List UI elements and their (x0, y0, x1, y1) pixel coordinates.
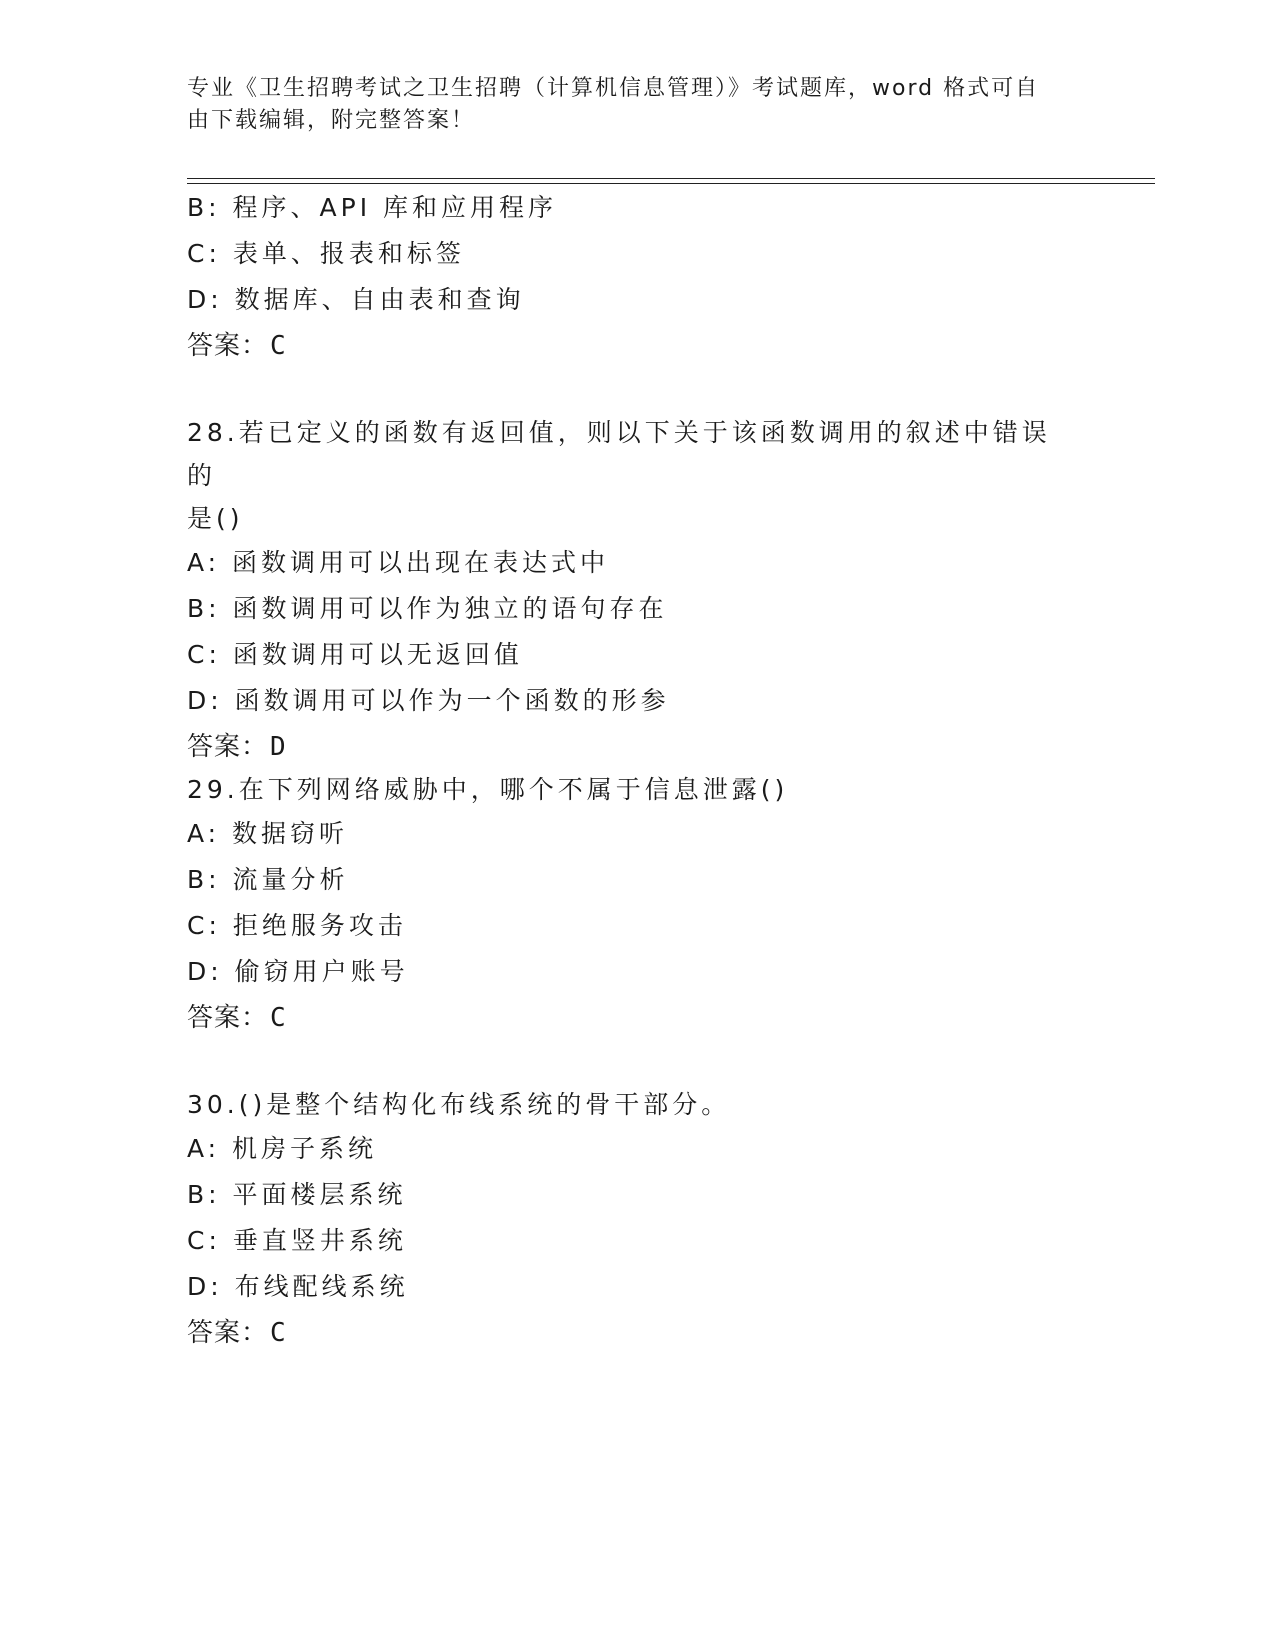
header-line-1: 专业《卫生招聘考试之卫生招聘（计算机信息管理）》考试题库，word 格式可自 (187, 76, 1040, 101)
option-c: C: 函数调用可以无返回值 (187, 640, 523, 669)
question-stem (187, 1083, 1067, 1126)
question-stem-line-1: 29.在下列网络威胁中，哪个不属于信息泄露() (187, 775, 789, 804)
question-30 (187, 1083, 1087, 1356)
answer-line (187, 724, 1087, 770)
answer-line (187, 1310, 1087, 1356)
option-c: C: 表单、报表和标签 (187, 239, 465, 268)
answer-label: 答案： (187, 1318, 269, 1348)
answer-label: 答案： (187, 331, 269, 361)
answer-label: 答案： (187, 1003, 269, 1033)
question-28 (187, 411, 1087, 770)
answer-line (187, 323, 1087, 369)
answer-value: C (270, 331, 287, 361)
option-b: B: 程序、API 库和应用程序 (187, 193, 558, 222)
question-stem-line-2: 是() (187, 504, 244, 533)
answer-value: C (270, 1003, 287, 1033)
answer-value: D (270, 732, 287, 762)
option-a: A: 机房子系统 (187, 1134, 378, 1163)
answer-label: 答案： (187, 732, 269, 762)
question-stem-line-1: 28.若已定义的函数有返回值，则以下关于该函数调用的叙述中错误的 (187, 418, 1051, 490)
option-d: D: 布线配线系统 (187, 1272, 409, 1301)
option-c: C: 垂直竖井系统 (187, 1226, 407, 1255)
option-c: C: 拒绝服务攻击 (187, 911, 407, 940)
option-d: D: 偷窃用户账号 (187, 957, 409, 986)
answer-value: C (270, 1318, 287, 1348)
option-d: D: 函数调用可以作为一个函数的形参 (187, 686, 670, 715)
question-stem (187, 768, 1067, 811)
question-27-fragment (187, 185, 1087, 369)
question-stem-line-1: 30.()是整个结构化布线系统的骨干部分。 (187, 1090, 731, 1119)
option-a: A: 数据窃听 (187, 819, 349, 848)
header-divider-bottom (187, 183, 1155, 184)
option-d: D: 数据库、自由表和查询 (187, 285, 525, 314)
option-b: B: 平面楼层系统 (187, 1180, 407, 1209)
header-line-2: 由下载编辑，附完整答案！ (187, 108, 476, 133)
question-29 (187, 768, 1087, 1041)
option-b: B: 流量分析 (187, 865, 349, 894)
question-stem (187, 411, 1067, 540)
header-divider-top (187, 178, 1155, 179)
option-b: B: 函数调用可以作为独立的语句存在 (187, 594, 668, 623)
answer-line (187, 995, 1087, 1041)
document-header (187, 73, 1067, 137)
option-a: A: 函数调用可以出现在表达式中 (187, 548, 610, 577)
